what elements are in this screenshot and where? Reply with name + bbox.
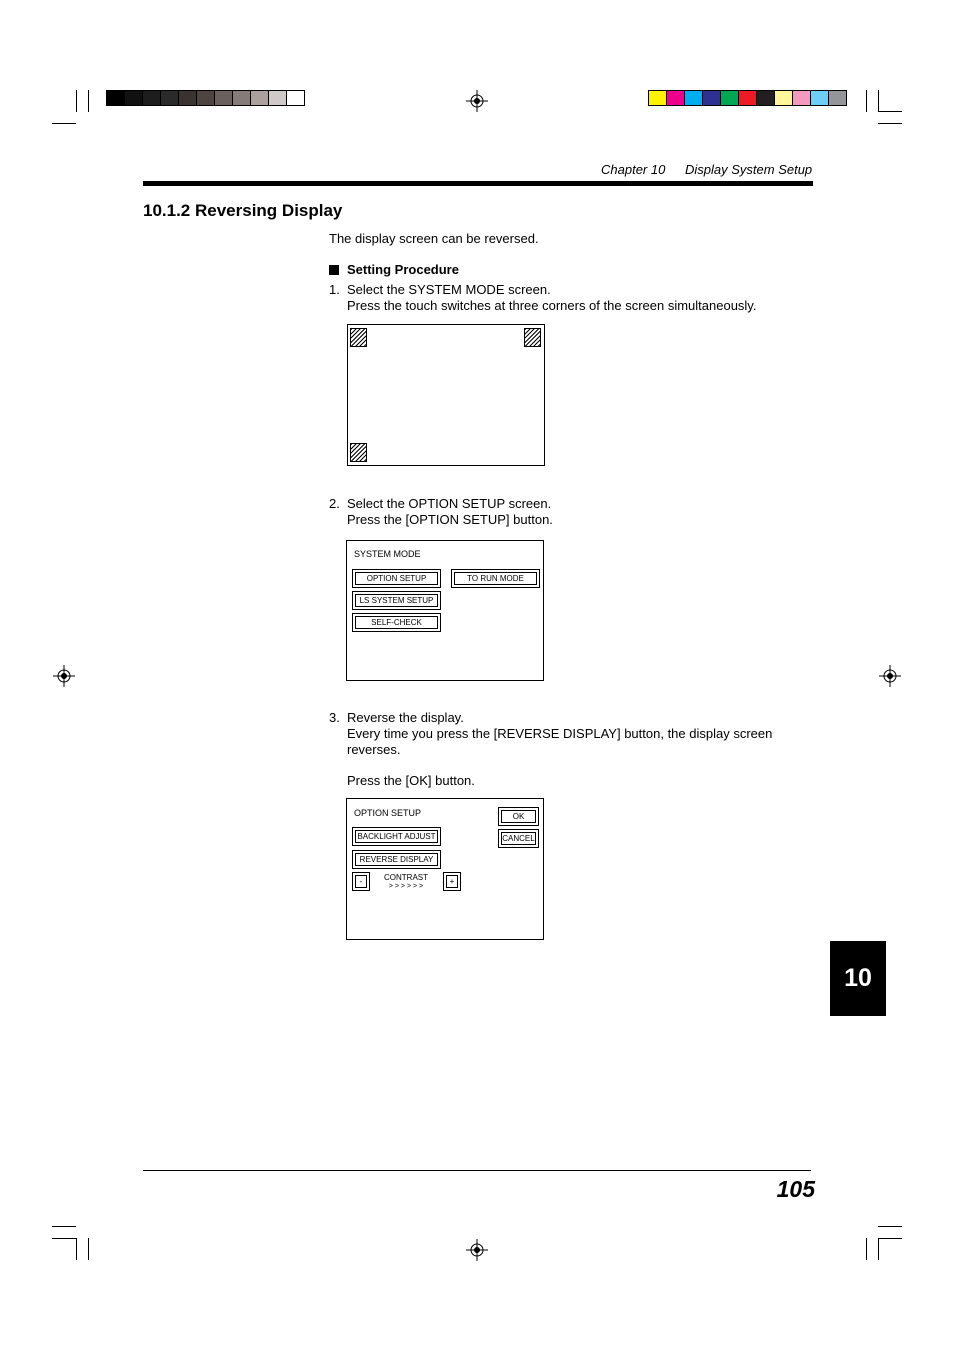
- cancel-button[interactable]: [498, 829, 539, 848]
- button-label: OK: [501, 810, 536, 823]
- footer-rule: [143, 1170, 811, 1171]
- reverse-display-button[interactable]: [352, 850, 441, 869]
- color-swatch: [828, 90, 847, 106]
- color-swatch: [250, 90, 269, 106]
- system-mode-screen: [346, 540, 544, 681]
- section-heading: 10.1.2 Reversing Display: [143, 201, 343, 220]
- button-label: -: [355, 875, 367, 888]
- bullet-square-icon: [329, 265, 339, 275]
- button-label: REVERSE DISPLAY: [355, 853, 438, 866]
- step-text: Press the [OPTION SETUP] button.: [347, 512, 553, 527]
- option-setup-button[interactable]: [352, 569, 441, 588]
- color-swatch: [756, 90, 775, 106]
- color-swatch: [286, 90, 305, 106]
- step-text: Press the touch switches at three corners of the screen simultaneously.: [347, 298, 757, 313]
- procedure-label: Setting Procedure: [347, 262, 459, 277]
- ok-button[interactable]: [498, 807, 539, 826]
- button-label: SELF-CHECK: [355, 616, 438, 629]
- button-label: LS SYSTEM SETUP: [355, 594, 438, 607]
- color-swatch: [268, 90, 287, 106]
- color-swatch: [774, 90, 793, 106]
- step-number: 1.: [329, 282, 340, 297]
- color-swatch: [124, 90, 143, 106]
- self-check-button[interactable]: [352, 613, 441, 632]
- color-swatch: [684, 90, 703, 106]
- color-swatch: [648, 90, 667, 106]
- option-setup-screen: [346, 798, 544, 940]
- button-label: TO RUN MODE: [454, 572, 537, 585]
- step-number: 3.: [329, 710, 340, 725]
- step-text: reverses.: [347, 742, 401, 757]
- contrast-label: CONTRAST: [384, 873, 428, 882]
- header-rule: [143, 181, 813, 186]
- color-swatch: [738, 90, 757, 106]
- ls-system-setup-button[interactable]: [352, 591, 441, 610]
- step-text: Select the SYSTEM MODE screen.: [347, 282, 551, 297]
- screen-title: SYSTEM MODE: [354, 549, 421, 559]
- registration-mark-icon: [53, 665, 75, 687]
- button-label: OPTION SETUP: [355, 572, 438, 585]
- step-text: Every time you press the [REVERSE DISPLAY] button, the display screen: [347, 726, 773, 741]
- backlight-adjust-button[interactable]: [352, 827, 441, 846]
- bottom-left-touch-switch[interactable]: [350, 443, 367, 462]
- contrast-level: > > > > > >: [388, 883, 424, 890]
- registration-mark-icon: [466, 90, 488, 112]
- top-right-touch-switch[interactable]: [524, 328, 541, 347]
- button-label: BACKLIGHT ADJUST: [355, 830, 438, 843]
- header-chapter: Chapter 10: [601, 162, 666, 177]
- color-swatch: [142, 90, 161, 106]
- color-swatch: [810, 90, 829, 106]
- color-swatch: [702, 90, 721, 106]
- color-swatch: [196, 90, 215, 106]
- button-label: CANCEL: [502, 834, 535, 843]
- corner-touch-screen-diagram: [347, 324, 545, 466]
- screen-title: OPTION SETUP: [354, 808, 422, 818]
- color-swatch: [214, 90, 233, 106]
- step-number: 2.: [329, 496, 340, 511]
- to-run-mode-button[interactable]: [451, 569, 540, 588]
- top-left-touch-switch[interactable]: [350, 328, 367, 347]
- contrast-plus-button[interactable]: [443, 872, 461, 891]
- registration-mark-icon: [466, 1239, 488, 1261]
- registration-mark-icon: [879, 665, 901, 687]
- color-swatch: [160, 90, 179, 106]
- chapter-tab: 10: [830, 941, 886, 1016]
- button-label: +: [446, 875, 458, 888]
- step-text: Press the [OK] button.: [347, 773, 475, 788]
- color-swatch: [720, 90, 739, 106]
- section-intro: The display screen can be reversed.: [329, 231, 539, 246]
- step-text: Reverse the display.: [347, 710, 464, 725]
- color-swatch: [106, 90, 125, 106]
- contrast-minus-button[interactable]: [352, 872, 370, 891]
- color-swatch: [666, 90, 685, 106]
- header-title: Display System Setup: [685, 162, 813, 177]
- color-swatch: [232, 90, 251, 106]
- color-swatch: [178, 90, 197, 106]
- step-text: Select the OPTION SETUP screen.: [347, 496, 552, 511]
- color-swatch: [792, 90, 811, 106]
- page-number: 105: [776, 1176, 815, 1202]
